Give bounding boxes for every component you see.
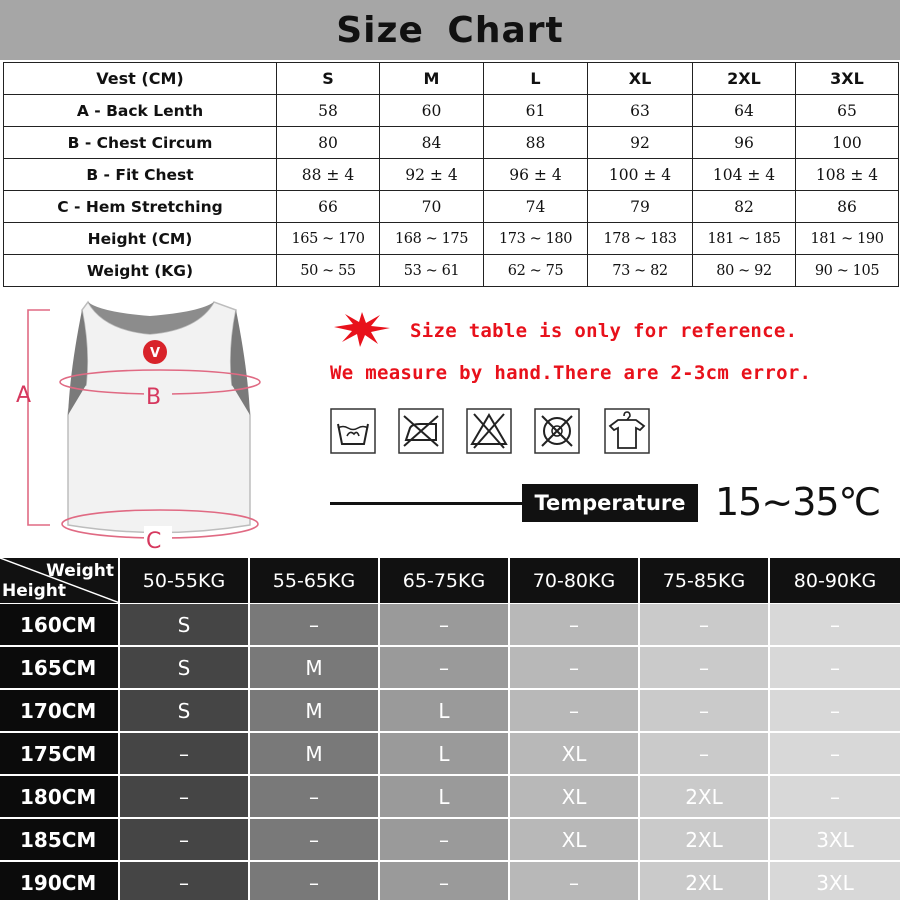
size-table-row xyxy=(4,223,899,255)
weight-header: 50-55KG xyxy=(120,558,250,603)
size-cell: 3XL xyxy=(770,819,900,860)
weight-header: 55-65KG xyxy=(250,558,380,603)
height-label: 160CM xyxy=(0,604,120,645)
temperature-range: 15~35℃ xyxy=(715,480,881,524)
no-tumble-dry-icon xyxy=(534,408,580,454)
size-cell: – xyxy=(640,690,770,731)
size-cell: – xyxy=(770,647,900,688)
size-cell: 3XL xyxy=(770,862,900,900)
measurement-value: 58 xyxy=(277,95,380,127)
size-table-row xyxy=(4,191,899,223)
height-label: 175CM xyxy=(0,733,120,774)
weight-axis-label: Weight xyxy=(46,561,114,581)
height-label: 190CM xyxy=(0,862,120,900)
height-axis-label: Height xyxy=(2,581,66,601)
size-cell: – xyxy=(250,819,380,860)
size-cell: – xyxy=(510,690,640,731)
size-cell: 2XL xyxy=(640,819,770,860)
measurement-value: 100 xyxy=(796,127,899,159)
measurement-value: 173 ~ 180 xyxy=(484,223,588,255)
matrix-row xyxy=(0,647,900,688)
size-cell: – xyxy=(120,733,250,774)
size-cell: – xyxy=(380,604,510,645)
measurement-value: 165 ~ 170 xyxy=(277,223,380,255)
measurement-value: 74 xyxy=(484,191,588,223)
measurement-value: 92 ± 4 xyxy=(380,159,484,191)
size-cell: – xyxy=(250,776,380,817)
matrix-row xyxy=(0,776,900,817)
size-cell: – xyxy=(510,862,640,900)
size-table-row xyxy=(4,95,899,127)
height-label: 165CM xyxy=(0,647,120,688)
size-table-corner: Vest (CM) xyxy=(4,63,277,95)
measurement-value: 80 xyxy=(277,127,380,159)
size-cell: – xyxy=(510,604,640,645)
measurement-label: B - Chest Circum xyxy=(4,127,277,159)
measurement-value: 50 ~ 55 xyxy=(277,255,380,287)
matrix-header-row xyxy=(0,558,900,603)
measurement-value: 73 ~ 82 xyxy=(588,255,693,287)
measurement-value: 108 ± 4 xyxy=(796,159,899,191)
measurement-value: 70 xyxy=(380,191,484,223)
hang-dry-icon xyxy=(604,408,650,454)
size-cell: XL xyxy=(510,733,640,774)
size-cell: – xyxy=(120,862,250,900)
weight-header: 80-90KG xyxy=(770,558,900,603)
matrix-row xyxy=(0,819,900,860)
size-cell: XL xyxy=(510,776,640,817)
vest-illustration xyxy=(0,290,320,555)
vest-drawing xyxy=(0,290,320,555)
measurement-value: 62 ~ 75 xyxy=(484,255,588,287)
label-c: C xyxy=(146,529,162,554)
measurement-value: 60 xyxy=(380,95,484,127)
size-cell: 2XL xyxy=(640,776,770,817)
measurement-value: 168 ~ 175 xyxy=(380,223,484,255)
size-header: 2XL xyxy=(693,63,796,95)
measurement-value: 65 xyxy=(796,95,899,127)
size-cell: – xyxy=(380,862,510,900)
measurement-label: Weight (KG) xyxy=(4,255,277,287)
header-bar xyxy=(0,0,900,60)
size-cell: S xyxy=(120,647,250,688)
height-label: 185CM xyxy=(0,819,120,860)
height-weight-matrix xyxy=(0,558,900,900)
measurement-value: 64 xyxy=(693,95,796,127)
measurement-value: 53 ~ 61 xyxy=(380,255,484,287)
size-cell: XL xyxy=(510,819,640,860)
size-header: XL xyxy=(588,63,693,95)
measurement-value: 82 xyxy=(693,191,796,223)
size-table xyxy=(3,62,899,287)
measurement-label: A - Back Lenth xyxy=(4,95,277,127)
measurement-value: 181 ~ 190 xyxy=(796,223,899,255)
label-a: A xyxy=(16,383,32,408)
height-label: 180CM xyxy=(0,776,120,817)
page-title: Size Chart xyxy=(336,9,564,51)
error-note: We measure by hand.There are 2-3cm error. xyxy=(330,362,812,384)
measurement-value: 88 xyxy=(484,127,588,159)
measurement-value: 90 ~ 105 xyxy=(796,255,899,287)
measurement-value: 178 ~ 183 xyxy=(588,223,693,255)
size-cell: – xyxy=(770,733,900,774)
size-cell: – xyxy=(640,604,770,645)
measurement-value: 92 xyxy=(588,127,693,159)
size-cell: – xyxy=(380,819,510,860)
temperature-label: Temperature xyxy=(522,484,698,522)
size-table-row xyxy=(4,159,899,191)
height-label: 170CM xyxy=(0,690,120,731)
size-cell: M xyxy=(250,647,380,688)
size-header: L xyxy=(484,63,588,95)
no-iron-icon xyxy=(398,408,444,454)
reference-note: Size table is only for reference. xyxy=(410,320,798,342)
measurement-value: 80 ~ 92 xyxy=(693,255,796,287)
size-cell: M xyxy=(250,690,380,731)
measurement-value: 88 ± 4 xyxy=(277,159,380,191)
size-cell: – xyxy=(510,647,640,688)
measurement-value: 79 xyxy=(588,191,693,223)
measurement-value: 84 xyxy=(380,127,484,159)
size-cell: – xyxy=(120,819,250,860)
measurement-label: Height (CM) xyxy=(4,223,277,255)
size-header: S xyxy=(277,63,380,95)
matrix-corner xyxy=(0,558,120,603)
no-bleach-icon xyxy=(466,408,512,454)
size-cell: – xyxy=(250,604,380,645)
matrix-row xyxy=(0,690,900,731)
hand-wash-icon xyxy=(330,408,376,454)
svg-text:V: V xyxy=(149,346,161,361)
size-cell: 2XL xyxy=(640,862,770,900)
size-header: 3XL xyxy=(796,63,899,95)
measurement-value: 104 ± 4 xyxy=(693,159,796,191)
size-cell: L xyxy=(380,776,510,817)
size-cell: L xyxy=(380,733,510,774)
size-cell: – xyxy=(640,647,770,688)
size-table-row xyxy=(4,127,899,159)
measurement-value: 86 xyxy=(796,191,899,223)
size-header: M xyxy=(380,63,484,95)
size-table-header-row xyxy=(4,63,899,95)
size-cell: L xyxy=(380,690,510,731)
measurement-label: C - Hem Stretching xyxy=(4,191,277,223)
weight-header: 75-85KG xyxy=(640,558,770,603)
measurement-value: 96 xyxy=(693,127,796,159)
size-cell: M xyxy=(250,733,380,774)
size-cell: S xyxy=(120,604,250,645)
label-b: B xyxy=(146,385,162,410)
matrix-row xyxy=(0,733,900,774)
size-cell: – xyxy=(770,690,900,731)
size-cell: – xyxy=(380,647,510,688)
size-cell: – xyxy=(770,604,900,645)
size-table-body xyxy=(4,63,899,287)
temperature-line xyxy=(330,502,525,505)
measurement-label: B - Fit Chest xyxy=(4,159,277,191)
size-cell: S xyxy=(120,690,250,731)
measurement-value: 63 xyxy=(588,95,693,127)
weight-header: 65-75KG xyxy=(380,558,510,603)
size-cell: – xyxy=(770,776,900,817)
size-table-row xyxy=(4,255,899,287)
measurement-value: 181 ~ 185 xyxy=(693,223,796,255)
matrix-row xyxy=(0,862,900,900)
size-cell: – xyxy=(120,776,250,817)
size-cell: – xyxy=(640,733,770,774)
matrix-row xyxy=(0,604,900,645)
measurement-value: 100 ± 4 xyxy=(588,159,693,191)
measurement-value: 96 ± 4 xyxy=(484,159,588,191)
measurement-value: 61 xyxy=(484,95,588,127)
measurement-value: 66 xyxy=(277,191,380,223)
weight-header: 70-80KG xyxy=(510,558,640,603)
size-cell: – xyxy=(250,862,380,900)
starburst-icon xyxy=(332,310,392,348)
